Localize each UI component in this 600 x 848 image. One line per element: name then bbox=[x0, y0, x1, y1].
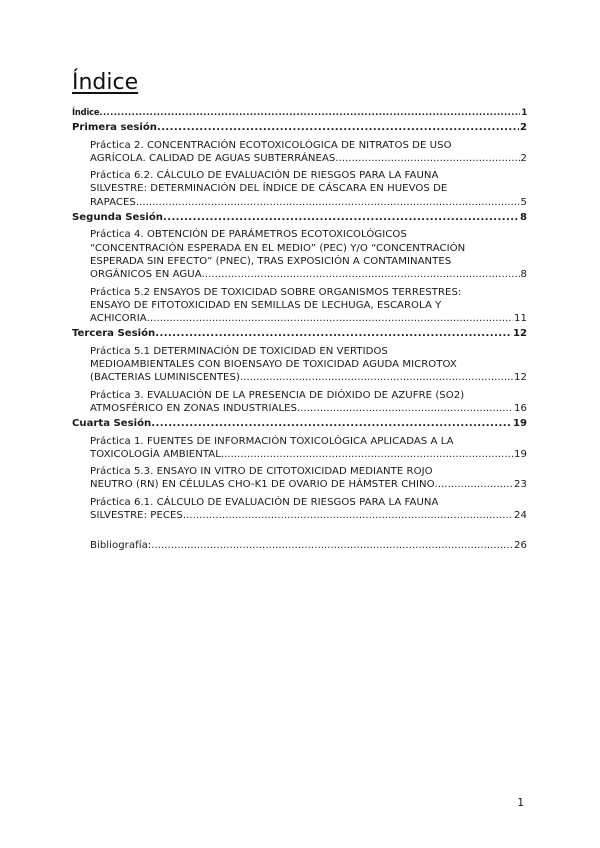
dot-leader bbox=[136, 196, 520, 209]
toc-entry-line: Práctica 5.1 DETERMINACIÓN DE TOXICIDAD EN VERTIDOS bbox=[90, 345, 388, 357]
toc-entry-line: Práctica 4. OBTENCIÓN DE PARÁMETROS ECOTOXICOLÓGICOS bbox=[90, 229, 407, 241]
dot-leader bbox=[183, 509, 513, 522]
dot-leader bbox=[297, 402, 513, 415]
toc-entry-last-line bbox=[72, 121, 527, 134]
dot-leader bbox=[221, 448, 513, 461]
toc-entry-line: SILVESTRE: DETERMINACIÓN DEL ÍNDICE DE CÁSCARA EN HUEVOS DE bbox=[90, 183, 448, 195]
toc-entry-last-line bbox=[90, 196, 527, 209]
dot-leader bbox=[151, 417, 512, 430]
toc-entry-text: RAPACES bbox=[90, 196, 136, 208]
toc-entry-line: Práctica 1. FUENTES DE INFORMACIÓN TOXICOLÓGICA APLICADAS A LA bbox=[90, 435, 454, 447]
dot-leader bbox=[163, 211, 519, 224]
toc-entry-line: Práctica 2. CONCENTRACIÓN ECOTOXICOLÓGICA DE NITRATOS DE USO bbox=[90, 139, 452, 151]
dot-leader bbox=[335, 152, 519, 165]
toc-page-number: 19 bbox=[514, 448, 527, 460]
dot-leader bbox=[157, 121, 519, 134]
toc-entry[interactable] bbox=[72, 435, 527, 462]
toc-section[interactable] bbox=[72, 121, 527, 134]
toc-page-number: 23 bbox=[514, 479, 527, 491]
toc-entry-last-line bbox=[72, 211, 527, 224]
toc-entry-text: ACHICORIA bbox=[90, 313, 147, 325]
toc-page-number: 8 bbox=[519, 212, 527, 224]
toc-entry[interactable] bbox=[72, 389, 527, 416]
toc-entry-text: Bibliografía: bbox=[90, 540, 152, 552]
toc-entry[interactable] bbox=[72, 465, 527, 492]
toc-page-number: 24 bbox=[514, 510, 527, 522]
toc-entry-last-line bbox=[72, 327, 527, 340]
toc-entry[interactable] bbox=[72, 228, 527, 281]
toc-entry-last-line bbox=[90, 371, 527, 384]
toc-entry-last-line bbox=[90, 312, 527, 325]
table-of-contents bbox=[72, 106, 527, 553]
toc-entry-text: AGRÍCOLA. CALIDAD DE AGUAS SUBTERRÁNEAS bbox=[90, 152, 336, 164]
toc-entry-last-line bbox=[72, 417, 527, 430]
dot-leader bbox=[147, 312, 513, 325]
toc-entry-text: ATMOSFÉRICO EN ZONAS INDUSTRIALES bbox=[90, 402, 298, 414]
toc-entry-line: Práctica 5.3. ENSAYO IN VITRO DE CITOTOXICIDAD MEDIANTE ROJO bbox=[90, 466, 433, 478]
toc-page-number: 8 bbox=[520, 269, 527, 281]
toc-entry[interactable] bbox=[72, 169, 527, 209]
toc-page-number: 19 bbox=[512, 418, 527, 430]
toc-entry-text: Índice bbox=[72, 107, 100, 117]
dot-leader bbox=[99, 106, 520, 119]
toc-entry-line: MEDIOAMBIENTALES CON BIOENSAYO DE TOXICIDAD AGUDA MICROTOX bbox=[90, 359, 457, 371]
toc-entry-text: Tercera Sesión bbox=[72, 328, 156, 340]
toc-page-number: 16 bbox=[514, 402, 527, 414]
toc-entry-text: SILVESTRE: PECES bbox=[90, 510, 183, 522]
toc-entry-text: Cuarta Sesión bbox=[72, 418, 152, 430]
dot-leader bbox=[155, 327, 512, 340]
toc-entry-last-line bbox=[90, 478, 527, 491]
toc-section[interactable] bbox=[72, 106, 527, 119]
dot-leader bbox=[240, 371, 513, 384]
toc-section[interactable] bbox=[72, 327, 527, 340]
dot-leader bbox=[151, 539, 513, 552]
toc-page-number: 2 bbox=[519, 122, 527, 134]
toc-section[interactable] bbox=[72, 211, 527, 224]
toc-page-number: 5 bbox=[520, 196, 527, 208]
dot-leader bbox=[435, 478, 513, 491]
toc-entry-line: “CONCENTRACIÓN ESPERADA EN EL MEDIO” (PEC) Y/O “CONCENTRACIÓN bbox=[90, 242, 466, 254]
toc-entry-text: Segunda Sesión bbox=[72, 212, 163, 224]
toc-entry[interactable] bbox=[72, 286, 527, 326]
toc-entry-line: Práctica 5.2 ENSAYOS DE TOXICIDAD SOBRE ORGANISMOS TERRESTRES: bbox=[90, 286, 462, 298]
toc-entry[interactable] bbox=[72, 345, 527, 385]
toc-entry-last-line bbox=[90, 268, 527, 281]
page-number: 1 bbox=[517, 797, 524, 809]
toc-entry[interactable] bbox=[72, 539, 527, 552]
toc-entry[interactable] bbox=[72, 496, 527, 523]
dot-leader bbox=[202, 268, 520, 281]
toc-entry-text: (BACTERIAS LUMINISCENTES) bbox=[90, 372, 240, 384]
toc-entry-last-line bbox=[90, 402, 527, 415]
toc-entry-last-line bbox=[90, 509, 527, 522]
toc-page-number: 12 bbox=[514, 372, 527, 384]
toc-entry[interactable] bbox=[72, 139, 527, 166]
page-title: Índice bbox=[72, 70, 139, 95]
toc-entry-line: Práctica 6.2. CÁLCULO DE EVALUACIÓN DE RIESGOS PARA LA FAUNA bbox=[90, 170, 439, 182]
toc-entry-text: Primera sesión bbox=[72, 122, 157, 134]
toc-entry-line: ENSAYO DE FITOTOXICIDAD EN SEMILLAS DE LECHUGA, ESCAROLA Y bbox=[90, 299, 442, 311]
toc-entry-text: ORGÁNICOS EN AGUA bbox=[90, 269, 202, 281]
toc-entry-text: TOXICOLOGÍA AMBIENTAL bbox=[90, 448, 221, 460]
toc-entry-last-line bbox=[72, 106, 527, 119]
toc-entry-line: ESPERADA SIN EFECTO” (PNEC), TRAS EXPOSICIÓN A CONTAMINANTES bbox=[90, 255, 452, 267]
toc-page-number: 26 bbox=[514, 540, 527, 552]
toc-entry-last-line bbox=[90, 152, 527, 165]
toc-page-number: 11 bbox=[514, 313, 527, 325]
toc-page-number: 1 bbox=[521, 107, 527, 117]
toc-entry-last-line bbox=[90, 539, 527, 552]
toc-section[interactable] bbox=[72, 417, 527, 430]
toc-entry-line: Práctica 3. EVALUACIÓN DE LA PRESENCIA DE DIÓXIDO DE AZUFRE (SO2) bbox=[90, 389, 465, 401]
toc-page-number: 2 bbox=[520, 152, 527, 164]
toc-entry-text: NEUTRO (RN) EN CÉLULAS CHO-K1 DE OVARIO DE HÁMSTER CHINO bbox=[90, 479, 435, 491]
toc-entry-last-line bbox=[90, 448, 527, 461]
toc-entry-line: Práctica 6.1. CÁLCULO DE EVALUACIÓN DE RIESGOS PARA LA FAUNA bbox=[90, 496, 439, 508]
toc-page-number: 12 bbox=[512, 328, 527, 340]
